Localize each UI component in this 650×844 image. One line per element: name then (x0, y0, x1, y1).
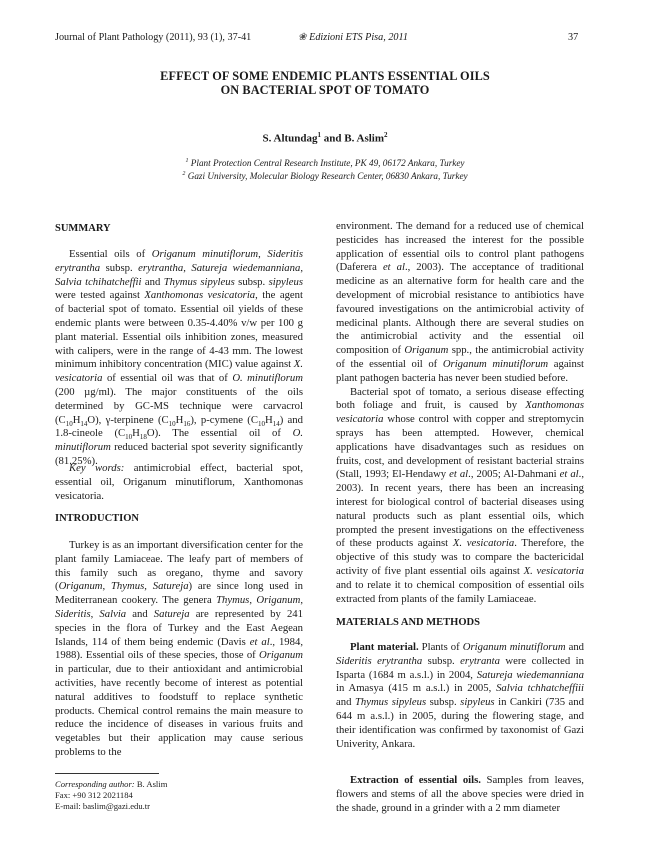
publisher (298, 32, 408, 43)
plant-material-text: Plant material. Plants of Origanum minutiflorum and Sideritis erytrantha subsp. erytranta were collected in Isparta (1684 m a.s.l.) in 2004, Satureja wiedemanniana in Amasya (415 m a.s.l.) in 2005, Salvia tchhatcheffiii and Thymus sipyleus subsp. sipyleus in Cankiri (735 and 644 m a.s.l.) in 2005, during the flowering stage, and their identification was confirmed by taxonomist of Gazi Univerity, Ankara. (336, 641, 585, 750)
leaf-icon: ❀ (298, 32, 307, 43)
introduction-continued: environment. The demand for a reduced use of chemical pesticides has increased the interest for the possible application of essential oils to control plant pathogens (Daferera et al., 2003). The acceptance of traditional medicine as an alternative form for health care and the development of microbial resistance to antibiotics have favoured investigations on the antimicrobial activity of medicinal plants. Although there are several studies on the antimicrobial activity and the essential oil composition of Origanum spp., the antimicrobial activity of the essential oil of Origanum minutiflorum against plant pathogen bacteria has never been studied before. Bacterial spot of tomato, a serious disease effecting both foliage and fruit, is caused by Xanthomonas vesicatoria whose control with copper and streptomycin sprays has been attempted. However, chemical applications have disadvantages such as residues on fruits, cost, and development of resistant bacterial strains (Stall, 1993; El-Hendawy et al., 2005; Al-Dahmani et al., 2003). In recent years, there has been an increasing interest for biological control of bacterial diseases using natural products such as plant essential oils, which prompted the present investigations on the effectiveness of these products against X. vesicatoria. Therefore, the objective of this study was to compare the bactericidal activity of five plant essential oils against X. vesicatoria and to relate it to chemical composition of essential oils extracted from plants of the family Lamiaceae. (336, 220, 585, 605)
paper-title-line-2: ON BACTERIAL SPOT OF TOMATO (220, 83, 430, 97)
author-1: S. Altundag (262, 132, 318, 145)
paper-title-line-1: EFFECT OF SOME ENDEMIC PLANTS ESSENTIAL OILS (160, 69, 490, 83)
summary-heading: SUMMARY (55, 223, 111, 234)
introduction-heading: INTRODUCTION (55, 513, 140, 524)
publisher-name: Edizioni ETS Pisa, 2011 (309, 32, 408, 43)
keywords: Key words: antimicrobial effect, bacterial spot, essential oil, Origanum minutiflorum, Xanthomonas vesicatoria. (55, 462, 303, 502)
corresponding-author: Corresponding author: B. Aslim (55, 779, 168, 789)
journal-citation: Journal of Plant Pathology (2011), 93 (1), 37-41 (55, 32, 252, 43)
affiliation-1: $^1$ Plant Protection Central Research Institute, PK 49, 06172 Ankara, Turkey (185, 158, 465, 169)
introduction-text: Turkey is as an important diversification center for the plant family Lamiaceae. The leafy part of members of this family such as oregano, thyme and savory (Origanum, Thymus, Satureja) are since long used in Mediterranean cookery. The genera Thymus, Origanum, Sideritis, Salvia and Satureja are represented by 241 species in the flora of Turkey and the East Aegean Islands, 114 of them being endemic (Davis et al., 1984, 1988). Essential oils of these species, those of Origanum in particular, due to their antioxidant and antimicrobial activities, have recently become of interest as potential natural additives to foodstuff to replace synthetic products. Chemical control remains the main measure to reduce the incidence of diseases in various fruits and vegetables but their application may cause serious problems to the (55, 539, 304, 758)
affiliation-2: $^2$ Gazi University, Molecular Biology Research Center, 06830 Ankara, Turkey (182, 171, 468, 182)
extraction-text: Extraction of essential oils. Samples from leaves, flowers and stems of all the above species were dried in the shade, ground in a grinder with a 2 mm diameter (336, 774, 584, 814)
footnote-rule (55, 773, 159, 774)
author-fax: Fax: +90 312 2021184 (55, 790, 133, 800)
page-number: 37 (568, 32, 579, 43)
author-2: B. Aslim (344, 132, 384, 145)
author-list: S. Altundag$^1$ and B. Aslim$^2$ (262, 131, 388, 145)
summary-abstract: Essential oils of Origanum minutiflorum, Sideritis erytrantha subsp. erytrantha, Satureja wiedemanniana, Salvia tchihatcheffii and Thymus sipyleus subsp. sipyleus were tested against Xanthomonas vesicatoria, the agent of bacterial spot of tomato. Essential oil yields of these endemic plants were between 0.35-4.40% v/w per 100 g plant material. Essential oils inhibition zones, measured with calipers, were in the range of 4-43 mm. The lowest minimum inhibitory concentration (MIC) value against X. vesicatoria of essential oil was that of O. minutiflorum (200 µg/ml). The major constituents of the oils determined by GC-MS technique were carvacrol $(C_{10}H_{14}O)$, γ-terpinene $(C_{10}H_{16})$, p-cymene $(C_{10}H_{14})$ and 1.8-cineole $(C_{10}H_{18}O)$. The essential oil of O. minutiflorum reduced bacterial spot severity significantly (81.25%). (55, 248, 304, 467)
author-email: E-mail: baslim@gazi.edu.tr (55, 801, 151, 811)
materials-methods-heading: MATERIALS AND METHODS (336, 617, 480, 628)
